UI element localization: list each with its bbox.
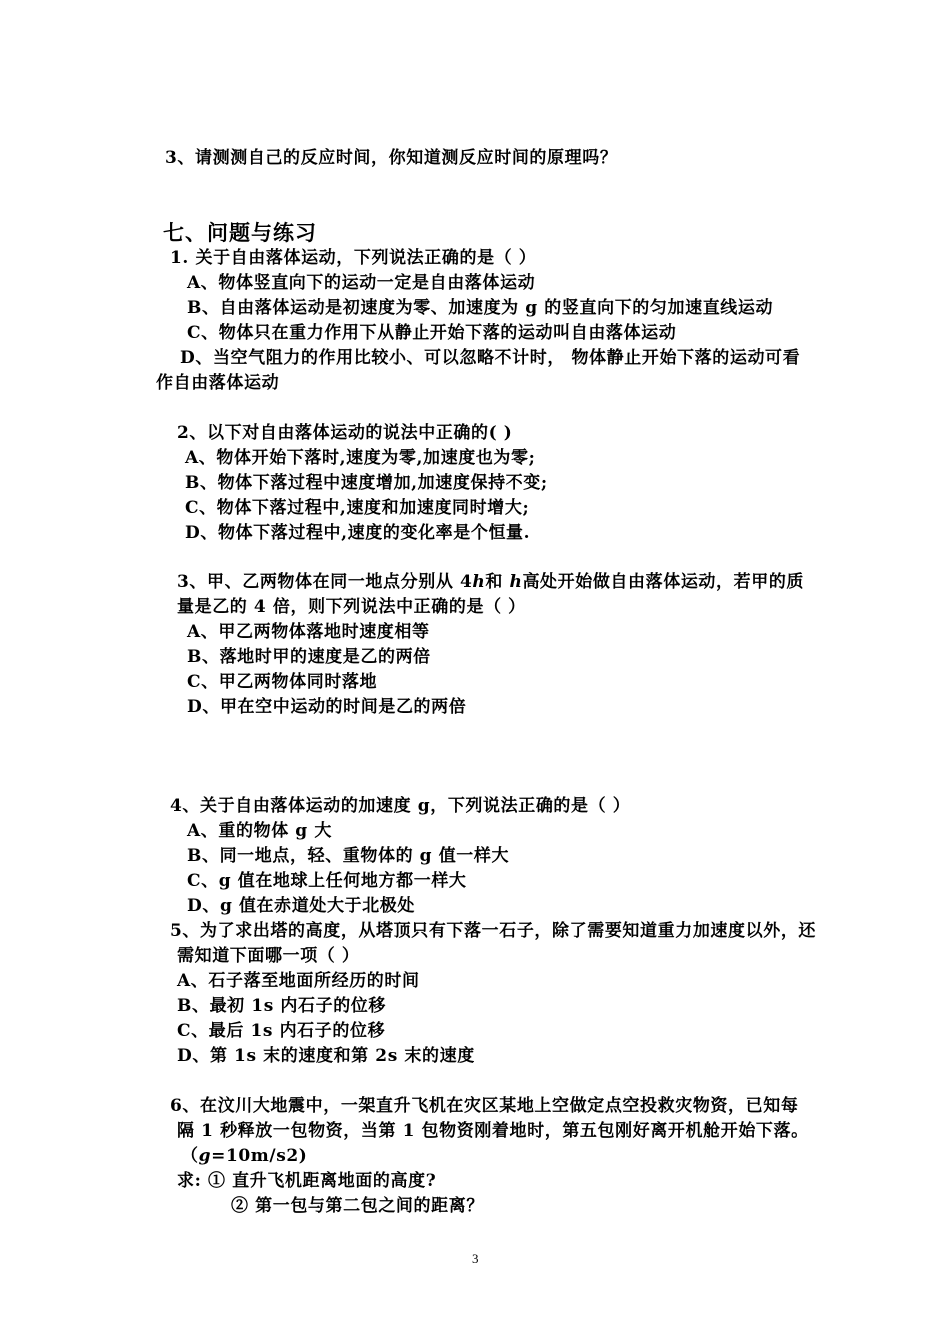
- given-value: =10m/s2): [211, 1146, 308, 1166]
- question-5-option-a: A、石子落至地面所经历的时间: [177, 971, 420, 991]
- given-paren: （: [181, 1146, 199, 1166]
- question-6-stem: 6、在汶川大地震中，一架直升飞机在灾区某地上空做定点空投救灾物资，已知每: [170, 1096, 799, 1116]
- question-4-stem: 4、关于自由落体运动的加速度 g，下列说法正确的是（ ）: [170, 796, 631, 816]
- question-5-option-b: B、最初 1s 内石子的位移: [177, 996, 387, 1016]
- question-1-option-c: C、物体只在重力作用下从静止开始下落的运动叫自由落体运动: [187, 323, 677, 343]
- variable-h: h: [472, 572, 486, 592]
- question-3-stem: [177, 571, 804, 593]
- question-3-option-d: D、甲在空中运动的时间是乙的两倍: [187, 697, 467, 717]
- question-6-ask-1: 求: ① 直升飞机距离地面的高度?: [177, 1171, 437, 1191]
- question-1-option-d-cont: 作自由落体运动: [156, 373, 280, 393]
- question-1-option-d: D、当空气阻力的作用比较小、可以忽略不计时， 物体静止开始下落的运动可看: [180, 348, 801, 368]
- question-2-option-b: B、物体下落过程中速度增加,加速度保持不变;: [185, 473, 548, 493]
- question-5-option-d: D、第 1s 末的速度和第 2s 末的速度: [177, 1046, 475, 1066]
- question-4-option-c: C、g 值在地球上任何地方都一样大: [187, 871, 467, 891]
- stem-text: 3、甲、乙两物体在同一地点分别从 4: [177, 572, 473, 592]
- variable-h: h: [509, 572, 523, 592]
- question-4-option-a: A、重的物体 g 大: [187, 821, 332, 841]
- question-intro-3: 3、请测测自己的反应时间，你知道测反应时间的原理吗？: [165, 148, 618, 168]
- question-2-option-d: D、物体下落过程中,速度的变化率是个恒量.: [185, 523, 531, 543]
- question-6-stem-cont: 隔 1 秒释放一包物资，当第 1 包物资刚着地时，第五包刚好离开机舱开始下落。: [177, 1121, 809, 1141]
- question-5-stem: 5、为了求出塔的高度，从塔顶只有下落一石子，除了需要知道重力加速度以外，还: [170, 921, 817, 941]
- question-5-stem-cont: 需知道下面哪一项（ ）: [177, 946, 360, 966]
- question-6-ask-2: ② 第一包与第二包之间的距离？: [231, 1196, 484, 1216]
- question-4-option-b: B、同一地点，轻、重物体的 g 值一样大: [187, 846, 510, 866]
- question-1-option-b: B、自由落体运动是初速度为零、加速度为 g 的竖直向下的匀加速直线运动: [187, 298, 774, 318]
- stem-text: 高处开始做自由落体运动，若甲的质: [522, 572, 805, 592]
- question-2-option-c: C、物体下落过程中,速度和加速度同时增大;: [185, 498, 530, 518]
- question-1-stem: 1. 关于自由落体运动，下列说法正确的是（ ）: [170, 248, 537, 268]
- question-3-option-c: C、甲乙两物体同时落地: [187, 672, 378, 692]
- variable-g: g: [198, 1146, 212, 1166]
- question-1-option-a: A、物体竖直向下的运动一定是自由落体运动: [187, 273, 536, 293]
- question-5-option-c: C、最后 1s 内石子的位移: [177, 1021, 386, 1041]
- question-2-stem: 2、以下对自由落体运动的说法中正确的( ): [177, 423, 513, 443]
- question-3-stem-cont: 量是乙的 4 倍，则下列说法中正确的是（ ）: [177, 597, 526, 617]
- question-2-option-a: A、物体开始下落时,速度为零,加速度也为零;: [185, 448, 536, 468]
- question-3-option-a: A、甲乙两物体落地时速度相等: [187, 622, 430, 642]
- section-title: 七、问题与练习: [163, 220, 317, 245]
- stem-text: 和: [485, 572, 510, 592]
- page-number: 3: [472, 1251, 479, 1266]
- question-4-option-d: D、g 值在赤道处大于北极处: [187, 896, 415, 916]
- question-3-option-b: B、落地时甲的速度是乙的两倍: [187, 647, 431, 667]
- question-6-given: [181, 1145, 307, 1167]
